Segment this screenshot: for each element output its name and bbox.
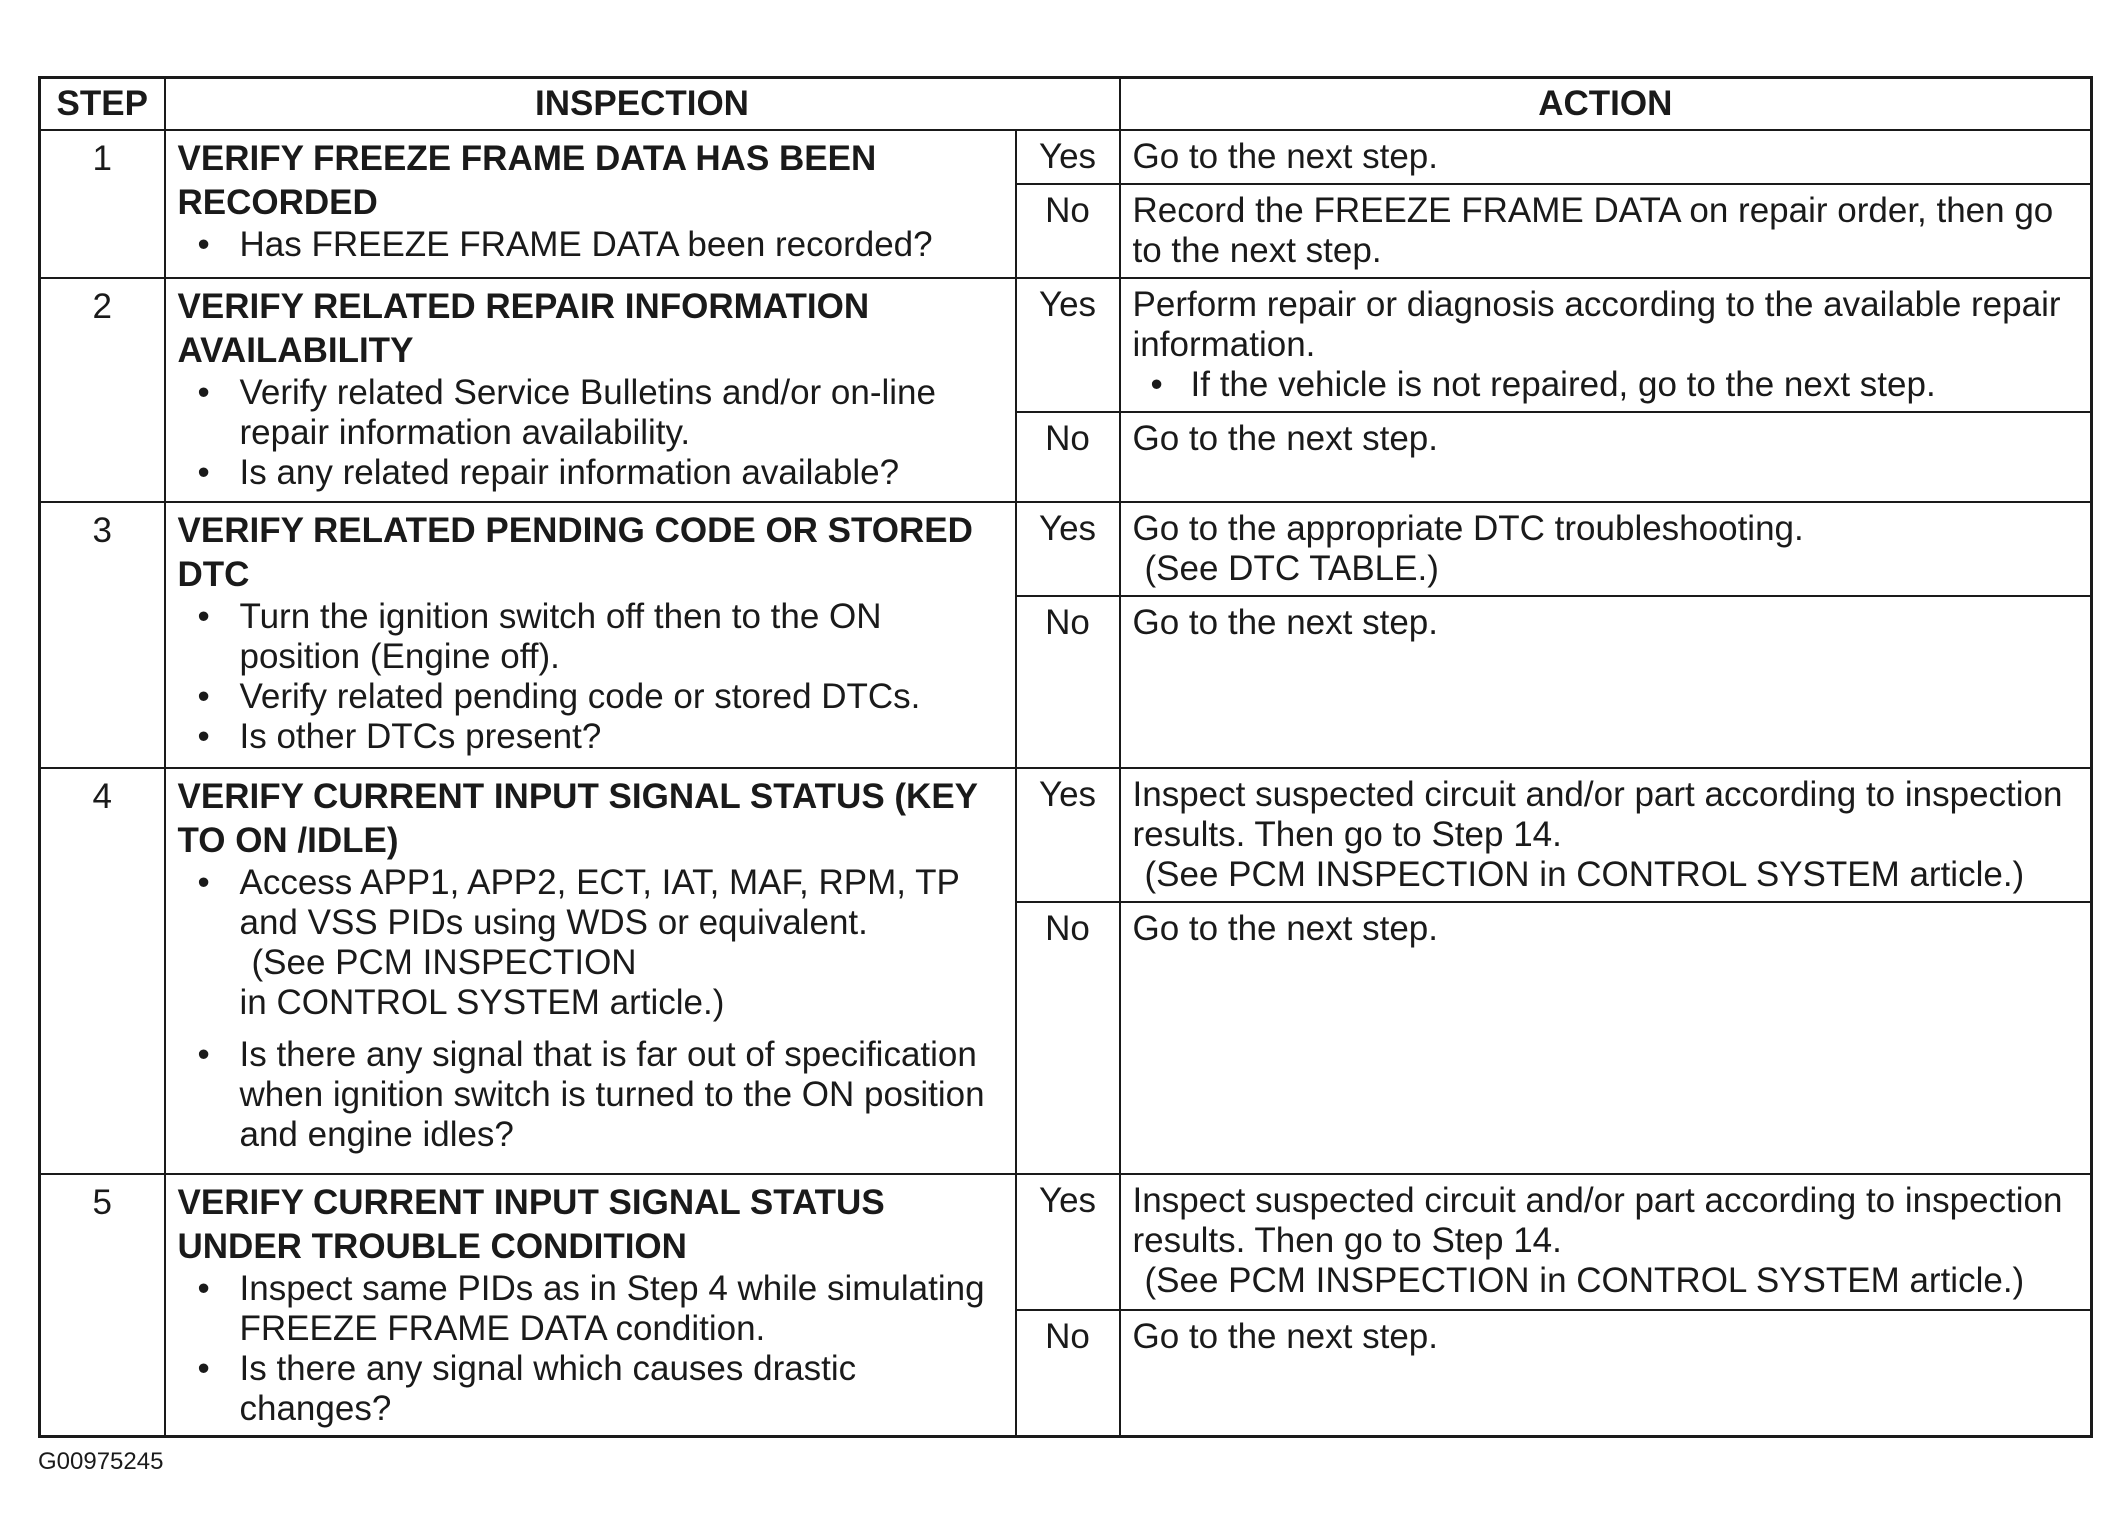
inspection-bullets	[178, 225, 1005, 265]
figure-id: G00975245	[38, 1448, 164, 1475]
yes-action	[1120, 768, 2092, 902]
inspection-cell	[165, 1174, 1016, 1437]
step-number: 2	[40, 278, 165, 502]
no-label: No	[1016, 596, 1120, 768]
yes-action	[1120, 278, 2092, 412]
bullet-note: (See PCM INSPECTION	[251, 943, 637, 982]
diagnostic-table	[38, 76, 2093, 1438]
no-action	[1120, 1310, 2092, 1436]
header-inspection: INSPECTION	[165, 78, 1120, 131]
table-row	[40, 768, 2092, 902]
yes-label: Yes	[1016, 768, 1120, 902]
bullet-item: • Turn the ignition switch off then to the ON position (Engine off).	[178, 597, 1005, 677]
action-text: Go to the appropriate DTC troubleshooting.	[1132, 509, 1804, 548]
action-text: Record the FREEZE FRAME DATA on repair order, then go to the next step.	[1132, 191, 2054, 270]
table-row	[40, 278, 2092, 412]
no-action	[1120, 596, 2092, 768]
inspection-cell	[165, 278, 1016, 502]
inspection-title: VERIFY RELATED PENDING CODE OR STORED DTC	[177, 511, 973, 594]
header-row	[40, 78, 2092, 131]
no-action	[1120, 412, 2092, 502]
action-text: Go to the next step.	[1132, 909, 1438, 948]
bullet-item: • Has FREEZE FRAME DATA been recorded?	[178, 225, 1005, 265]
action-bullets	[1133, 365, 2081, 405]
inspection-title: VERIFY CURRENT INPUT SIGNAL STATUS (KEY TO ON /IDLE)	[177, 777, 978, 860]
bullet-item: • Verify related pending code or stored DTCs.	[178, 677, 1005, 717]
yes-label: Yes	[1016, 278, 1120, 412]
bullet-item: • Is there any signal that is far out of specification when ignition switch is turned to the ON position and engine idles?	[178, 1035, 1005, 1155]
action-text: Go to the next step.	[1132, 1317, 1438, 1357]
no-label: No	[1016, 184, 1120, 278]
action-text: Go to the next step.	[1132, 603, 1438, 642]
inspection-cell	[165, 502, 1016, 768]
action-text: (See PCM INSPECTION in CONTROL SYSTEM article.)	[1144, 1261, 2025, 1300]
action-text: (See DTC TABLE.)	[1144, 549, 1439, 588]
yes-action	[1120, 1174, 2092, 1310]
action-text: Inspect suspected circuit and/or part according to inspection results. Then go to Step 14.	[1132, 775, 2063, 854]
inspection-bullets	[178, 1269, 1005, 1429]
yes-action	[1120, 130, 2092, 184]
step-number: 4	[40, 768, 165, 1174]
header-action: ACTION	[1120, 78, 2092, 131]
bullet-note: in CONTROL SYSTEM article.)	[239, 983, 725, 1022]
table-row	[40, 130, 2092, 184]
inspection-cell	[165, 768, 1016, 1174]
bullet-item: • Is other DTCs present?	[178, 717, 1005, 757]
yes-label: Yes	[1016, 130, 1120, 184]
bullet-item: • Is any related repair information available?	[178, 453, 1005, 493]
table-row	[40, 502, 2092, 596]
no-label: No	[1016, 1310, 1120, 1436]
bullet-text: Access APP1, APP2, ECT, IAT, MAF, RPM, TP and VSS PIDs using WDS or equivalent.	[239, 863, 960, 942]
action-bullet-item: • If the vehicle is not repaired, go to the next step.	[1133, 365, 2081, 405]
header-step: STEP	[40, 78, 165, 131]
inspection-cell	[165, 130, 1016, 278]
no-label: No	[1016, 412, 1120, 502]
inspection-title: VERIFY FREEZE FRAME DATA HAS BEEN RECORDED	[177, 139, 877, 222]
inspection-bullets	[178, 597, 1005, 757]
no-action	[1120, 902, 2092, 1174]
inspection-title: VERIFY CURRENT INPUT SIGNAL STATUS UNDER TROUBLE CONDITION	[177, 1183, 885, 1266]
action-text: Perform repair or diagnosis according to the available repair information.	[1132, 285, 2061, 364]
action-text: (See PCM INSPECTION in CONTROL SYSTEM article.)	[1144, 855, 2025, 894]
inspection-title: VERIFY RELATED REPAIR INFORMATION AVAILABILITY	[177, 287, 870, 370]
no-action	[1120, 184, 2092, 278]
bullet-item: • Is there any signal which causes drastic changes?	[178, 1349, 1005, 1429]
step-number: 5	[40, 1174, 165, 1437]
yes-action	[1120, 502, 2092, 596]
step-number: 3	[40, 502, 165, 768]
bullet-item	[178, 863, 1005, 1023]
bullet-item: • Inspect same PIDs as in Step 4 while simulating FREEZE FRAME DATA condition.	[178, 1269, 1005, 1349]
step-number: 1	[40, 130, 165, 278]
no-label: No	[1016, 902, 1120, 1174]
yes-label: Yes	[1016, 1174, 1120, 1310]
action-text: Inspect suspected circuit and/or part according to inspection results. Then go to Step 14.	[1132, 1181, 2063, 1260]
action-text: Go to the next step.	[1132, 419, 1438, 458]
inspection-bullets	[178, 373, 1005, 493]
table-row	[40, 1174, 2092, 1310]
inspection-bullets	[178, 863, 1005, 1155]
action-text: Go to the next step.	[1132, 137, 1438, 176]
yes-label: Yes	[1016, 502, 1120, 596]
bullet-item: • Verify related Service Bulletins and/or on-line repair information availability.	[178, 373, 1005, 453]
